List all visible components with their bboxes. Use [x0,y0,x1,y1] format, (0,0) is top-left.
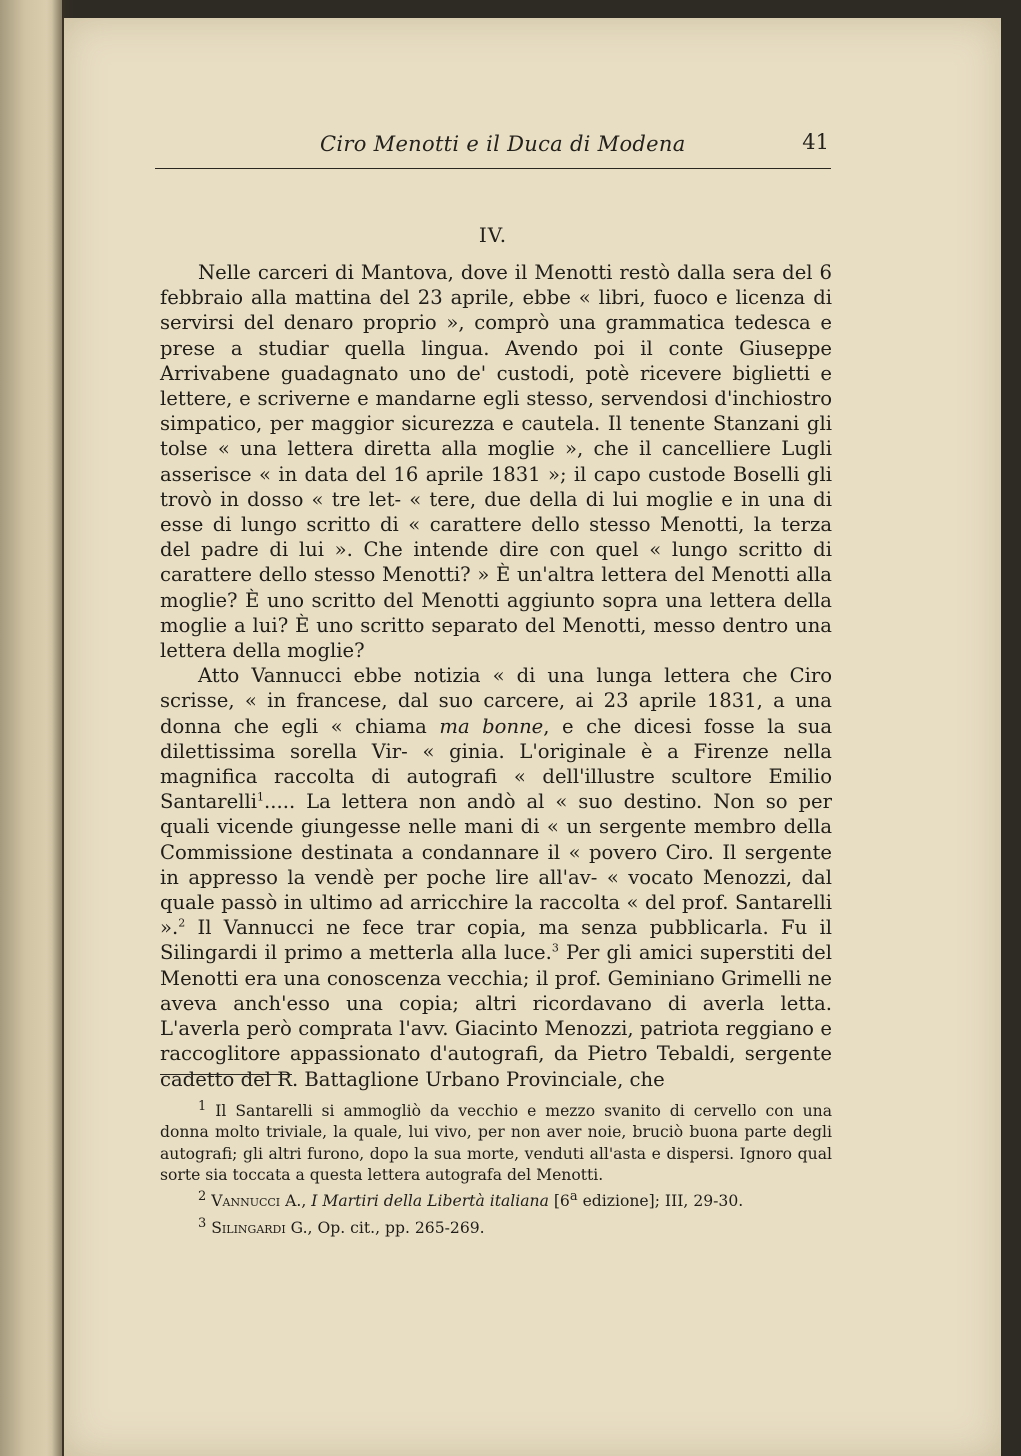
paragraph-2-part-4: Il Vannucci ne fece trar copia, ma senza pubblicarla. Fu il Silingardi il primo a metterla alla luce. [160,916,832,965]
footnote-2-author: Vannucci A. [206,1192,302,1211]
paragraph-2-part-5: Per gli amici superstiti del Menotti era una conoscenza vecchia; il prof. Geminiano Grimelli ne aveva anch'esso una copia; altri ricordavano di averla letta. L'averla però comprata l'avv. Giacinto Menozzi, patriota reggiano e raccoglitore appassionato d'autografi, da Pietro Tebaldi, sergente cadetto del R. Battaglione Urbano Provinciale, che [160,941,832,1091]
footnote-rule [160,1074,292,1075]
footnote-3-author: Silingardi G. [206,1219,308,1238]
footnote-ref-1: 1 [257,790,265,804]
footnote-2-edition-sup: a [569,1189,578,1205]
footnote-2-rest: edizione]; III, 29-30. [577,1192,744,1211]
paragraph-2-part-1: Atto Vannucci ebbe notizia « di una lunga lettera che Ciro scrisse, « in francese, dal suo carcere, ai 23 aprile 1831, a una donna che egli « chiama [160,664,832,738]
footnotes [160,1096,832,1239]
paragraph-2-italic: ma bonne [439,714,544,738]
footnote-1-text: Il Santarelli si ammogliò da vecchio e mezzo svanito di cervello con una donna molto triviale, la quale, lui vivo, per non aver noie, bruciò buona parte degli autografi; gli altri furono, dopo la sua morte, venduti all'asta e dispersi. Ignoro qual sorte sia toccata a questa lettera autografa del Menotti. [160,1102,832,1185]
footnote-ref-2: 2 [178,916,186,930]
footnote-1-mark: 1 [198,1099,207,1114]
running-title: Ciro Menotti e il Duca di Modena [320,132,686,156]
footnote-2-sep: , [301,1192,312,1211]
page-number: 41 [802,130,829,154]
footnote-1 [160,1096,832,1186]
paragraph-2-part-3: ..... La lettera non andò al « suo destino. Non so per quali vicende giungesse nelle mani di « un sergente membro della Commissione destinata a condannare il « povero Ciro. Il sergente in appresso la vendè per poche lire all'av- « vocato Menozzi, dal quale passò in ultimo ad arricchire la raccolta « del prof. Santarelli ». [160,790,832,940]
footnote-3 [160,1213,832,1239]
footnote-2 [160,1186,832,1212]
footnote-3-rest: , Op. cit., pp. 265-269. [307,1219,485,1238]
paragraph-2-part-2: , e che dicesi fosse la sua dilettissima sorella Vir- « ginia. L'originale è a Firenze nella magnifica raccolta di autografi « dell'illustre scultore Emilio Santarelli [160,714,833,814]
section-heading: IV. [478,223,508,247]
footnote-2-mark: 2 [198,1189,207,1205]
footnote-ref-3: 3 [551,941,559,955]
scan-border-top [40,0,1021,18]
running-header [155,128,831,169]
body-text [160,260,832,1092]
footnote-2-title: I Martiri della Libertà italiana [311,1192,549,1211]
paragraph-1: Nelle carceri di Mantova, dove il Menotti restò dalla sera del 6 febbraio alla mattina del 23 aprile, ebbe « libri, fuoco e licenza di servirsi del denaro proprio », comprò una grammatica tedesca e prese a studiar quella lingua. Avendo poi il conte Giuseppe Arrivabene guadagnato uno de' custodi, potè ricevere biglietti e lettere, e scriverne e mandarne egli stesso, servendosi d'inchiostro simpatico, per maggior sicurezza e cautela. Il tenente Stanzani gli tolse « una lettera diretta alla moglie », che il cancelliere Lugli asserisce « in data del 16 aprile 1831 »; il capo custode Boselli gli trovò in dosso « tre let- « tere, due della di lui moglie e in una di esse di lungo scritto di « carattere dello stesso Menotti, la terza del padre di lui ». Che intende dire con quel « lungo scritto di carattere dello stesso Menotti? » È un'altra lettera del Menotti alla moglie? È uno scritto del Menotti aggiunto sopra una lettera della moglie a lui? È uno scritto separato del Menotti, messo dentro una lettera della moglie? [160,261,832,663]
footnote-3-mark: 3 [198,1215,207,1231]
scan-border-right [1000,0,1021,1456]
footnote-2-edition: [6 [548,1192,570,1211]
paragraph-2 [160,663,832,1091]
